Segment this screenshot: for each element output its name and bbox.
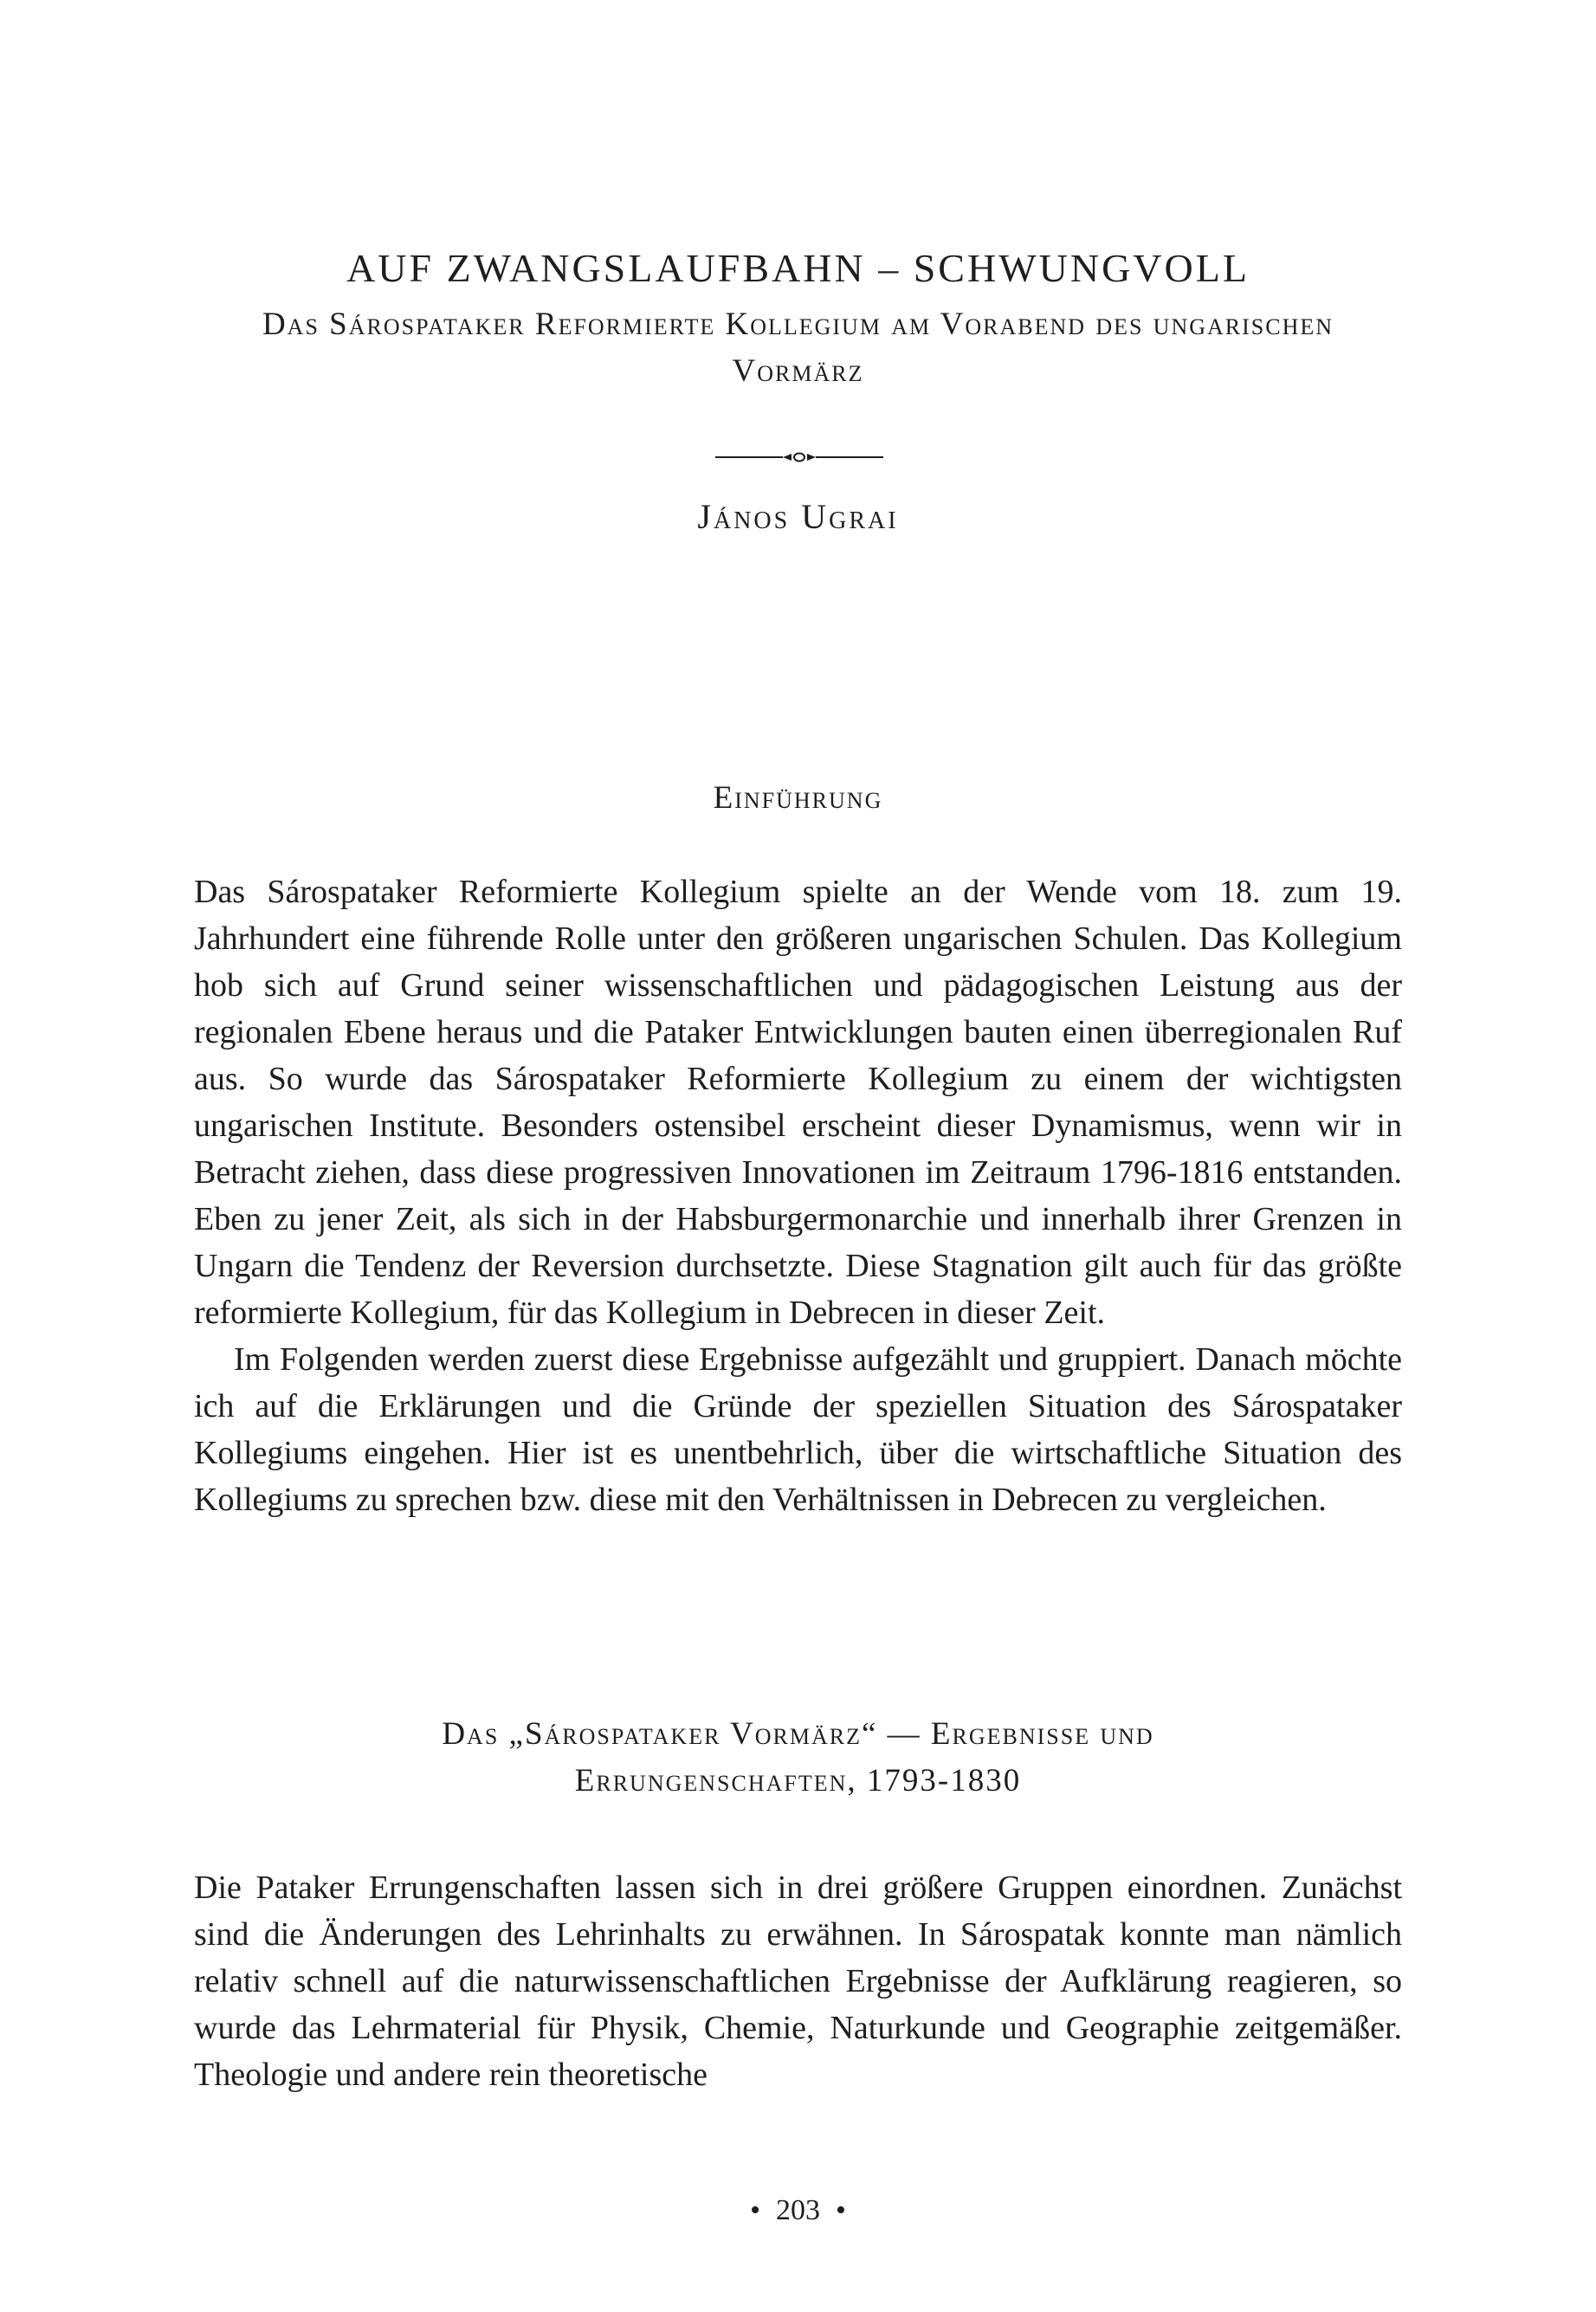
author-name: János Ugrai xyxy=(697,497,899,536)
section-heading-line: Errungenschaften, 1793-1830 xyxy=(574,1763,1022,1799)
paragraph: Das Sárospataker Reformierte Kollegium spielte an der Wende vom 18. zum 19. Jahrhundert eine führende Rolle unter den größeren ungarischen Schulen. Das Kollegium hob sich auf Grund seiner wissenschaftlichen und pädagogischen Leistung aus der regionalen Ebene heraus und die Pataker Entwicklungen bauten einen überregionalen Ruf aus. So wurde das Sárospataker Reformierte Kollegium zu einem der wichtigsten ungarischen Institute. Besonders ostensibel erscheint dieser Dynamismus, wenn wir in Betracht ziehen, dass diese progressiven Innovationen im Zeitraum 1796-1816 entstanden. Eben zu jener Zeit, als sich in der Habsburgermonarchie und innerhalb ihrer Grenzen in Ungarn die Tendenz der Reversion durchsetzte. Diese Stagnation gilt auch für das größte reformierte Kollegium, für das Kollegium in Debrecen in dieser Zeit. xyxy=(194,874,1402,1331)
ornament-divider-icon xyxy=(715,449,883,466)
section-heading-line: Das „Sárospataker Vormärz“ — Ergebnisse und xyxy=(442,1716,1154,1752)
section-body-introduction xyxy=(194,869,1402,1523)
section-heading-introduction: Einführung xyxy=(713,780,883,816)
paragraph: Im Folgenden werden zuerst diese Ergebnisse aufgezählt und gruppiert. Danach möchte ich auf die Erklärungen und die Gründe der speziellen Situation des Sárospataker Kollegiums eingehen. Hier ist es unentbehrlich, über die wirtschaftliche Situation des Kollegiums zu sprechen bzw. diese mit den Verhältnissen in Debrecen zu vergleichen. xyxy=(194,1341,1402,1518)
bullet-icon: • xyxy=(750,2194,760,2226)
page-number xyxy=(0,2193,1596,2228)
article-subtitle: Das Sárospataker Reformierte Kollegium am Vorabend des ungarischen Vormärz xyxy=(262,307,1334,389)
article-title: AUF ZWANGSLAUFBAHN – SCHWUNGVOLL xyxy=(346,246,1250,290)
page-number-value: 203 xyxy=(776,2194,820,2226)
section-heading-vormaerz xyxy=(216,1711,1380,1805)
paragraph: Die Pataker Errungenschaften lassen sich in drei größere Gruppen einordnen. Zunächst sind die Änderungen des Lehrinhalts zu erwähnen. In Sárospatak konnte man nämlich relativ schnell auf die naturwissenschaftlichen Ergebnisse der Aufklärung reagieren, so wurde das Lehrmaterial für Physik, Chemie, Naturkunde und Geographie zeitgemäßer. Theologie und andere rein theoretische xyxy=(194,1870,1402,2093)
bullet-icon: • xyxy=(836,2194,846,2226)
section-body-vormaerz xyxy=(194,1864,1402,2098)
